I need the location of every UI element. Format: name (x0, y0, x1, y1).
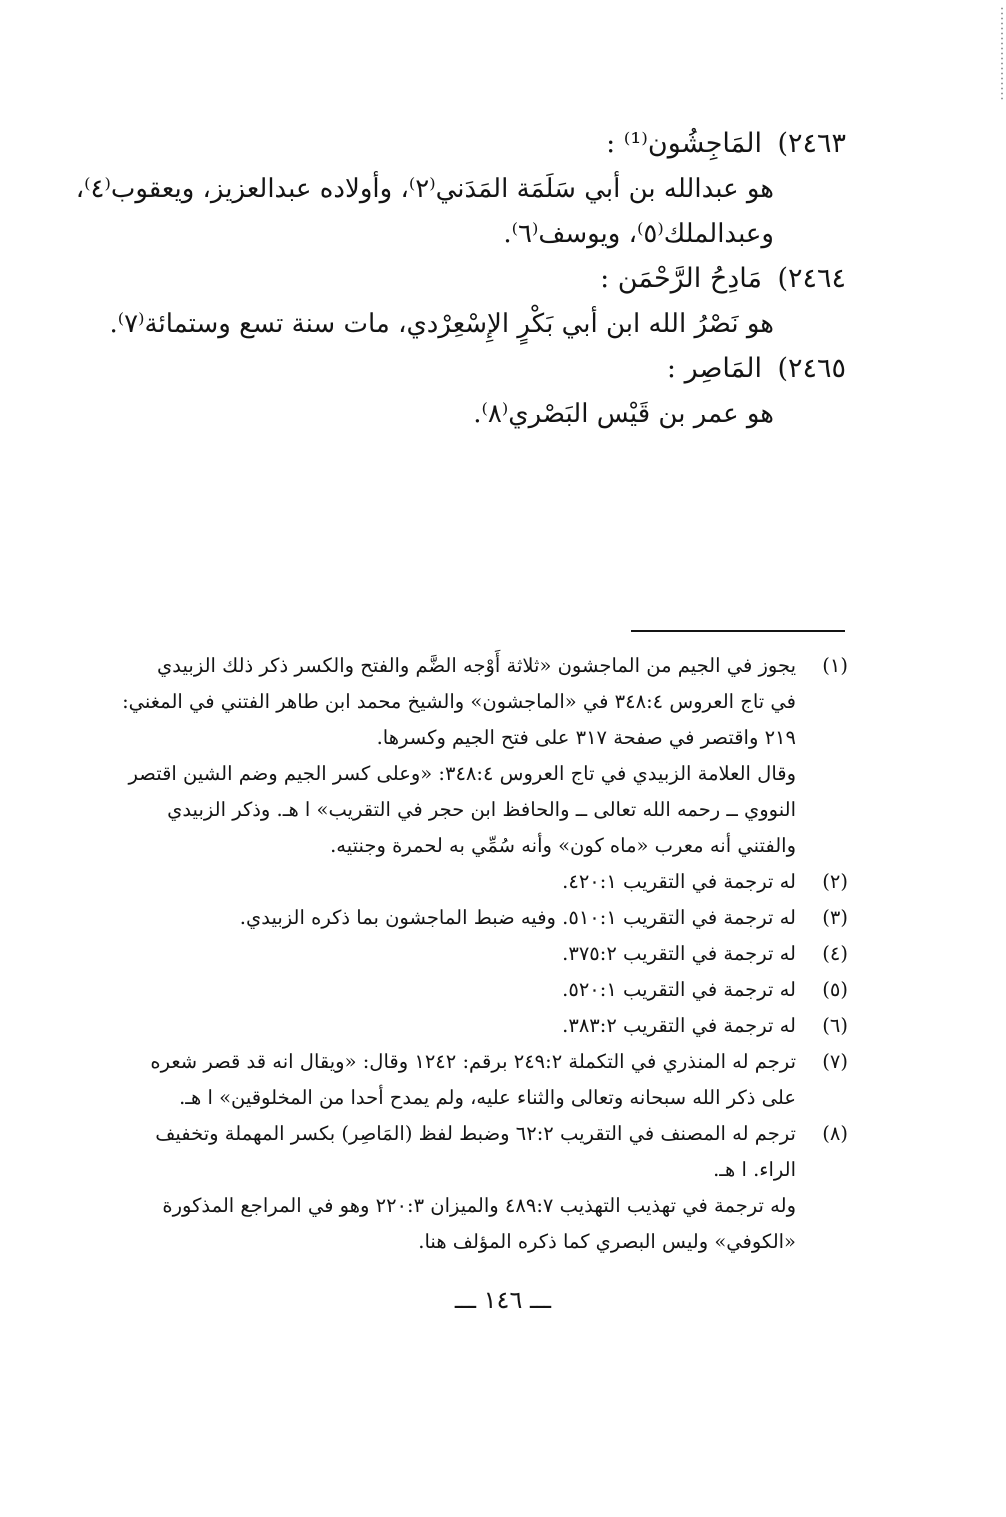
footnote-number: (٥) (822, 978, 848, 1001)
footnote (148, 1044, 848, 1116)
footnote-line: وله ترجمة في تهذيب التهذيب ٤٨٩:٧ والميزان ٢٢٠:٣ وهو في المراجع المذكورة (162, 1194, 796, 1217)
page-number: ـــ ١٤٦ ـــ (454, 1286, 552, 1314)
footnote-line: النووي ــ رحمه الله تعالى ــ والحافظ ابن حجر في التقريب» ا هـ. وذكر الزبيدي (167, 798, 796, 821)
footnote (148, 1008, 848, 1044)
footnote-number: (٢) (822, 870, 848, 893)
footnote (148, 900, 848, 936)
entry-title: مَادِحُ الرَّحْمَن : (600, 263, 762, 294)
footnote-line: ٢١٩ واقتصر في صفحة ٣١٧ على فتح الجيم وكسرها. (376, 726, 796, 749)
footnote-number: (٦) (822, 1014, 848, 1037)
footnote-line: الراء. ا هـ. (713, 1158, 796, 1181)
footnote (148, 936, 848, 972)
entry-heading (146, 257, 846, 302)
footnote-line: «الكوفي» وليس البصري كما ذكره المؤلف هنا. (418, 1230, 796, 1253)
footnote (148, 864, 848, 900)
footnote-number: (٣) (822, 906, 848, 929)
footnote-line: له ترجمة في التقريب ٥١٠:١. وفيه ضبط الماجشون بما ذكره الزبيدي. (239, 906, 796, 929)
footnote-line: في تاج العروس ٣٤٨:٤ في «الماجشون» والشيخ محمد ابن طاهر الفتني في المغني: (122, 690, 796, 713)
footnote-line: له ترجمة في التقريب ٤٢٠:١. (562, 870, 796, 893)
entry-body-line: هو عمر بن قَيْس البَصْري⁽٨⁾. (473, 399, 774, 429)
footnote (148, 1116, 848, 1188)
footnote-line: ترجم له المنذري في التكملة ٢٤٩:٢ برقم: ١٢٤٢ وقال: «ويقال انه قد قصر شعره (150, 1050, 796, 1073)
footnote-number: (٨) (822, 1122, 848, 1145)
footnote (148, 972, 848, 1008)
footnote-line: له ترجمة في التقريب ٣٧٥:٢. (562, 942, 796, 965)
entry-number: ٢٤٦٣) (777, 128, 846, 159)
footnotes (122, 648, 848, 1260)
footnote-number: (١) (822, 654, 848, 677)
footnote-separator (631, 630, 845, 632)
footnote-line: على ذكر الله سبحانه وتعالى والثناء عليه، ولم يمدح أحدا من المخلوقين» ا هـ. (179, 1086, 796, 1109)
scan-edge-marks (1001, 6, 1003, 102)
main-text (75, 122, 846, 437)
entry-title: المَاجِشُون⁽¹⁾ : (606, 128, 762, 159)
entry-body-line: وعبدالملك⁽٥⁾، ويوسف⁽٦⁾. (503, 219, 774, 249)
footnote-line: ترجم له المصنف في التقريب ٦٢:٢ وضبط لفظ (المَاصِر) بكسر المهملة وتخفيف (155, 1122, 796, 1145)
footnote-line: والفتني أنه معرب «ماه كون» وأنه سُمِّي به لحمرة وجنتيه. (330, 834, 796, 857)
footnote-line: وقال العلامة الزبيدي في تاج العروس ٣٤٨:٤: «وعلى كسر الجيم وضم الشين اقتصر (128, 762, 796, 785)
footnote-line: يجوز في الجيم من الماجشون «ثلاثة أَوْجه الضَّم والفتح والكسر ذكر ذلك الزبيدي (157, 654, 796, 677)
entry-body-line: هو نَصْرُ الله ابن أبي بَكْرٍ الإِسْعِرْدي، مات سنة تسع وستمائة⁽٧⁾. (109, 309, 774, 339)
footnote (122, 648, 848, 756)
entry-body-line: هو عبدالله بن أبي سَلَمَة المَدَني⁽٢⁾، وأولاده عبدالعزيز، ويعقوب⁽٤⁾، (75, 174, 774, 204)
footnote-number: (٧) (822, 1050, 848, 1073)
entry-number: ٢٤٦٤) (777, 263, 846, 294)
footnote-line: له ترجمة في التقريب ٣٨٣:٢. (562, 1014, 796, 1037)
footnote-line: له ترجمة في التقريب ٥٢٠:١. (562, 978, 796, 1001)
entry-number: ٢٤٦٥) (777, 353, 846, 384)
entry-title: المَاصِر : (666, 353, 762, 384)
footnote-number: (٤) (822, 942, 848, 965)
entry-heading (146, 122, 846, 167)
entry-heading (146, 347, 846, 392)
